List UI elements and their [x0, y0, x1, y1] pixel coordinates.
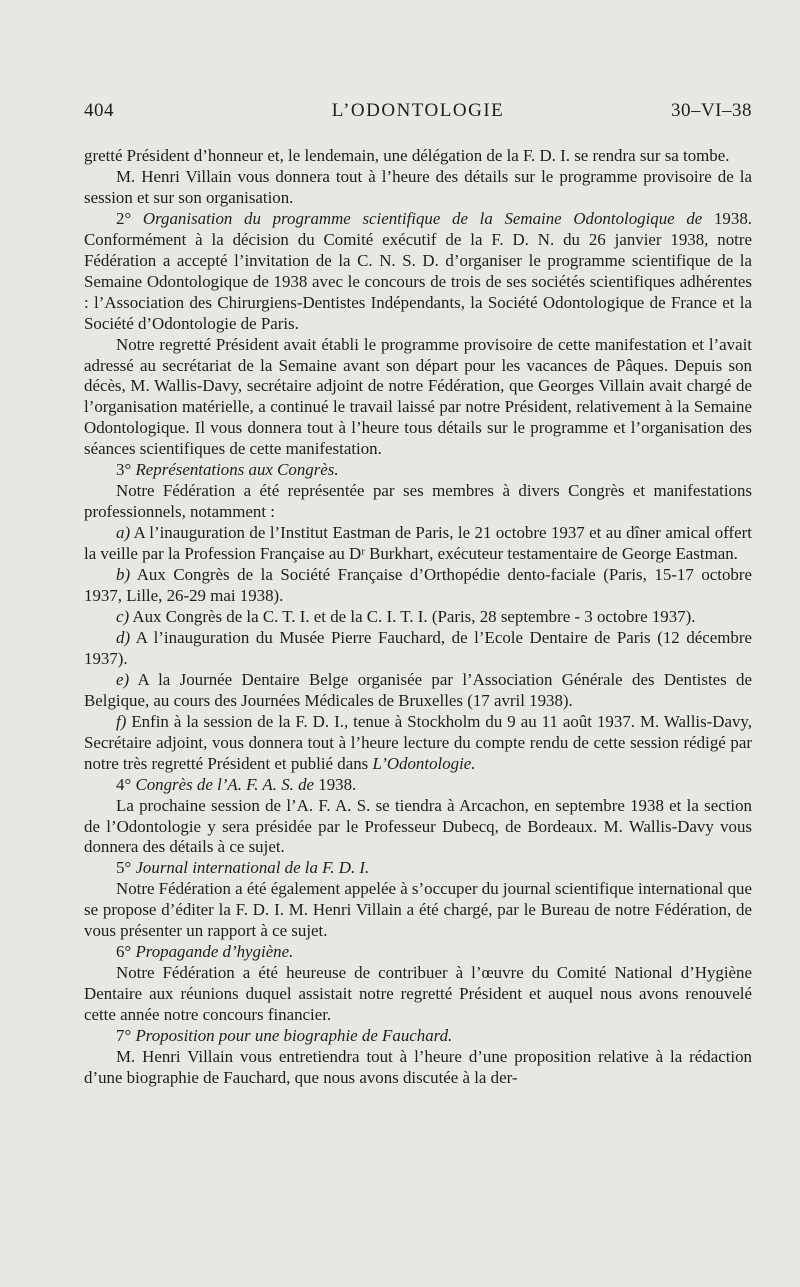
paragraph	[84, 523, 752, 565]
italic-text: Représentations aux Congrès.	[135, 460, 339, 480]
text-run: Aux Congrès de la Société Française d’Orthopédie dento-faciale (Paris, 15-17 octobre 1937, Lille, 26-29 mai 1938).	[84, 565, 752, 606]
text-run: A l’inauguration du Musée Pierre Fauchard, de l’Ecole Dentaire de Paris (12 décembre 1937).	[84, 627, 752, 668]
paragraph	[84, 607, 752, 628]
italic-text: b)	[116, 565, 131, 585]
paragraph	[84, 1026, 752, 1047]
text-run: 5°	[116, 858, 136, 878]
italic-text: e)	[116, 669, 130, 689]
italic-text: L’Odontologie.	[372, 753, 476, 773]
paragraph	[84, 858, 752, 879]
italic-text: c)	[116, 606, 130, 626]
text-run: 1938.	[314, 774, 357, 794]
italic-text: f)	[116, 711, 127, 731]
body-text	[84, 146, 752, 1089]
text-run: A l’inauguration de l’Institut Eastman de Paris, le 21 octobre 1937 et au dîner amical offert la veille par la Profession Française au Dʳ Burkhart, exécuteur testamentaire de George Eastman.	[84, 523, 752, 564]
paragraph	[84, 796, 752, 859]
text-run: Notre regretté Président avait établi le programme provisoire de cette manifestation et l’avait adressé au secrétariat de la Semaine avant son départ pour les vacances de Pâques. Depuis son décès, M. Wallis-Davy, secrétaire adjoint de notre Fédération, que Georges Villain avait chargé de l’organisation matérielle, a continué le travail laissé par notre Président, relativement à la Semaine Odontologique. Il vous donnera tout à l’heure tous détails sur le programme et l’organisation des séances scientifiques de cette manifestation.	[84, 334, 752, 459]
paragraph	[84, 670, 752, 712]
text-run: Enfin à la session de la F. D. I., tenue à Stockholm du 9 au 11 août 1937. M. Wallis-Davy, Secrétaire adjoint, vous donnera tout à l’heure lecture du compte rendu de cette session rédigé par notre très regretté Président et publié dans	[84, 711, 752, 773]
paragraph	[84, 565, 752, 607]
text-run: 1938. Conformément à la décision du Comité exécutif de la F. D. N. du 26 janvier 1938, notre Fédération a accepté l’invitation de la C. N. S. D. d’organiser le programme scientifique de la Semaine Odontologique de 1938 avec le concours de trois de ses sociétés scientifiques adhérentes : l’Association des Chirurgiens-Dentistes Indépendants, la Société Odontologique de France et la Société d’Odontologie de Paris.	[84, 208, 752, 333]
italic-text: d)	[116, 627, 131, 647]
paragraph	[84, 628, 752, 670]
text-run: 6°	[116, 942, 136, 962]
paragraph	[84, 963, 752, 1026]
running-title: L’ODONTOLOGIE	[331, 100, 505, 121]
paragraph	[84, 712, 752, 775]
text-run: gretté Président d’honneur et, le lendemain, une délégation de la F. D. I. se rendra sur sa tombe.	[84, 146, 730, 165]
paragraph	[84, 146, 752, 167]
page-number: 404	[84, 100, 114, 121]
italic-text: Propagande d’hygiène.	[135, 942, 294, 962]
page-header	[84, 100, 752, 128]
text-run: 7°	[116, 1026, 136, 1046]
paragraph	[84, 775, 752, 796]
paragraph	[84, 167, 752, 209]
text-run: Aux Congrès de la C. T. I. et de la C. I. T. I. (Paris, 28 septembre - 3 octobre 1937).	[129, 606, 696, 626]
text-run: 4°	[116, 774, 136, 794]
italic-text: Journal international de la F. D. I.	[135, 858, 370, 878]
text-run: La prochaine session de l’A. F. A. S. se tiendra à Arcachon, en septembre 1938 et la section de l’Odontologie y sera présidée par le Professeur Dubecq, de Bordeaux. M. Wallis-Davy vous donnera des détails à ce sujet.	[84, 795, 752, 857]
text-run: Notre Fédération a été représentée par ses membres à divers Congrès et manifestations professionnels, notamment :	[84, 481, 752, 522]
text-run: M. Henri Villain vous donnera tout à l’heure des détails sur le programme provisoire de la session et sur son organisation.	[84, 166, 752, 207]
text-run: 2°	[116, 208, 143, 228]
paragraph	[84, 460, 752, 481]
paragraph	[84, 209, 752, 335]
paragraph	[84, 335, 752, 461]
italic-text: Proposition pour une biographie de Fauchard.	[135, 1026, 453, 1046]
paragraph	[84, 942, 752, 963]
italic-text: Organisation du programme scientifique de la Semaine Odontologique de	[142, 208, 703, 228]
text-run: M. Henri Villain vous entretiendra tout à l’heure d’une proposition relative à la rédaction d’une biographie de Fauchard, que nous avons discutée à la der-	[84, 1046, 752, 1087]
italic-text: a)	[116, 523, 131, 543]
paragraph	[84, 879, 752, 942]
text-run: Notre Fédération a été heureuse de contribuer à l’œuvre du Comité National d’Hygiène Dentaire aux réunions duquel assistait notre regretté Président et auquel nous avons renouvelé cette année notre concours financier.	[84, 963, 752, 1025]
paragraph	[84, 1047, 752, 1089]
text-run: A la Journée Dentaire Belge organisée par l’Association Générale des Dentistes de Belgique, au cours des Journées Médicales de Bruxelles (17 avril 1938).	[84, 669, 752, 710]
issue-date: 30–VI–38	[670, 100, 752, 121]
text-run: 3°	[116, 460, 136, 480]
paragraph	[84, 481, 752, 523]
italic-text: Congrès de l’A. F. A. S. de	[135, 774, 315, 794]
text-run: Notre Fédération a été également appelée à s’occuper du journal scientifique international que se propose d’éditer la F. D. I. M. Henri Villain a été chargé, par le Bureau de notre Fédération, de vous présenter un rapport à ce sujet.	[84, 879, 752, 941]
